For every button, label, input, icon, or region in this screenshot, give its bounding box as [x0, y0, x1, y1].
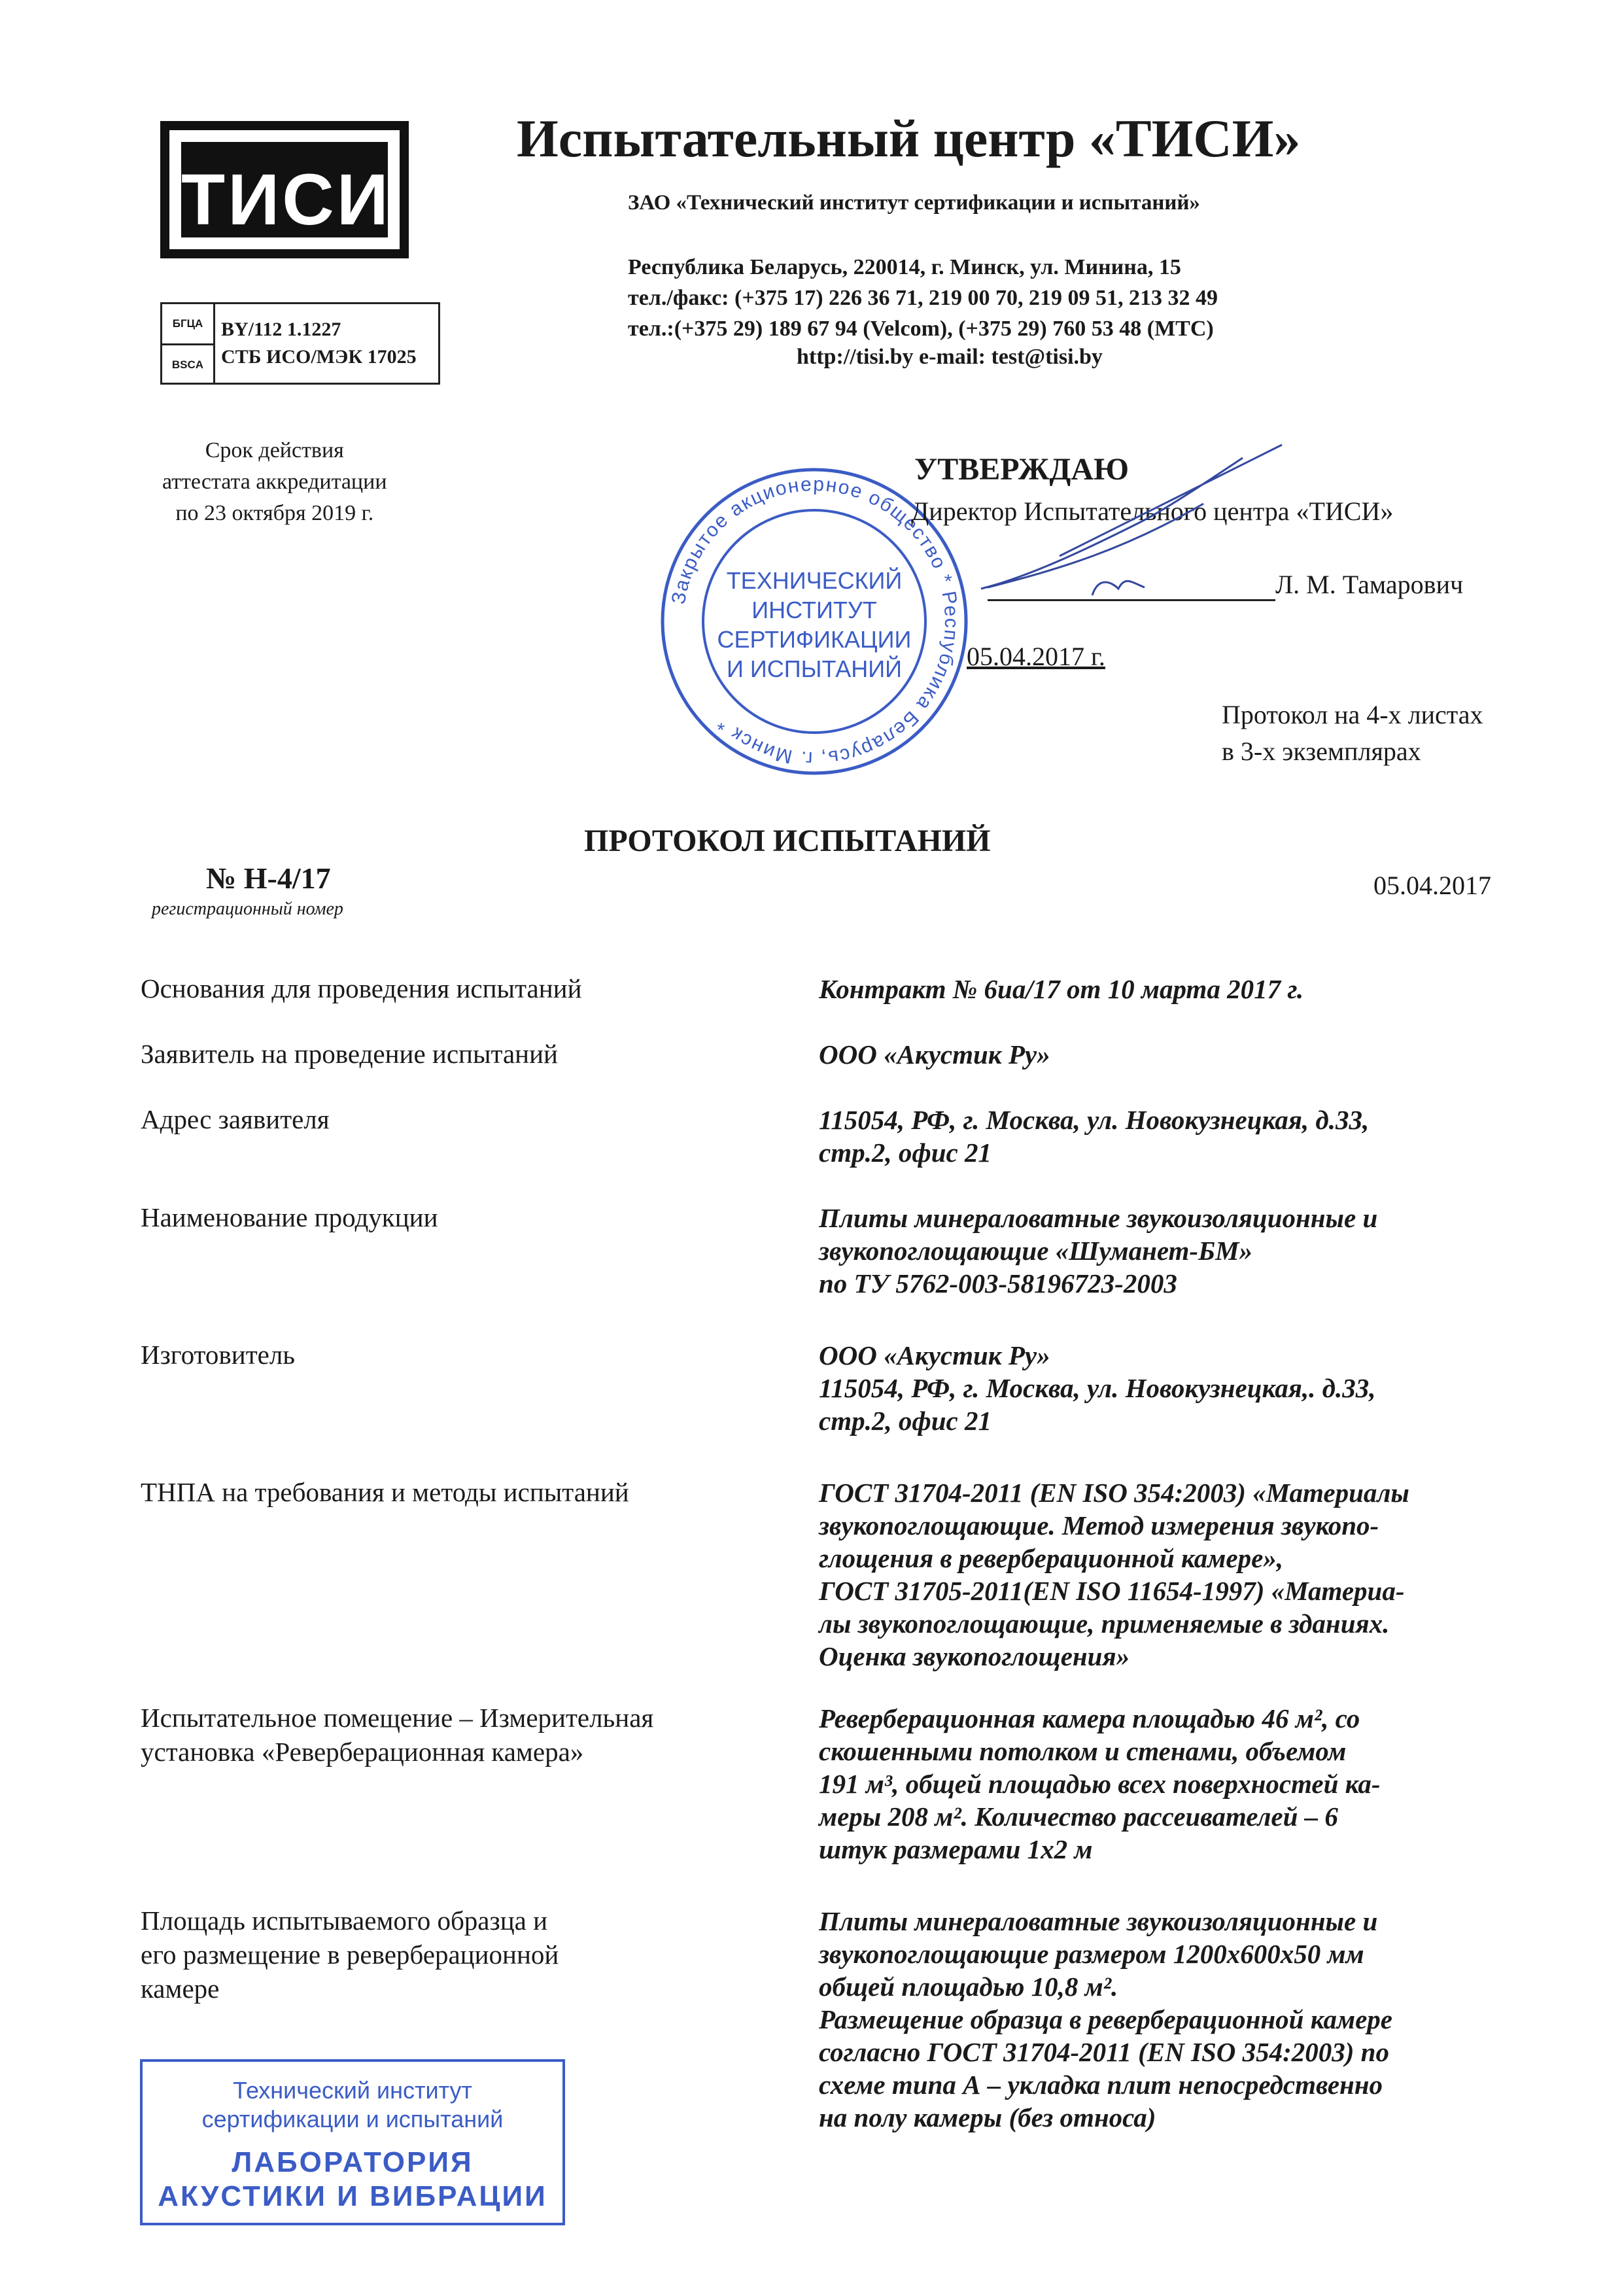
field-value: [819, 1104, 1369, 1169]
field-value-line: согласно ГОСТ 31704-2011 (EN ISO 354:2003) по: [819, 2037, 1389, 2067]
seal-line-4: И ИСПЫТАНИЙ: [726, 655, 903, 682]
organization-name: ЗАО «Технический институт сертификации и испытаний»: [628, 191, 1200, 215]
field-label-line: Основания для проведения испытаний: [141, 973, 582, 1003]
field-label-line: Наименование продукции: [141, 1202, 438, 1232]
field-value-line: Размещение образца в реверберационной камере: [819, 2004, 1392, 2034]
seal-outer-path: Закрытое акционерное общество * Республика Беларусь, г. Минск *: [667, 473, 963, 770]
accreditation-codes: [162, 304, 215, 383]
field-value: [819, 1905, 1392, 2134]
field-label-line: Площадь испытываемого образца и: [141, 1905, 548, 1936]
field-value-line: 115054, РФ, г. Москва, ул. Новокузнецкая,. д.33,: [819, 1373, 1376, 1403]
accreditation-code-bgca: БГЦА: [162, 304, 213, 345]
field-value: [819, 1038, 1050, 1071]
accreditation-validity: [162, 435, 387, 529]
seal-line-2: ИНСТИТУТ: [751, 597, 877, 623]
registration-number: № Н-4/17: [206, 861, 331, 895]
field-value-line: Плиты минераловатные звукоизоляционные и: [819, 1906, 1378, 1936]
field-label-line: его размещение в реверберационной: [141, 1939, 559, 1970]
field-value-line: стр.2, офис 21: [819, 1138, 992, 1168]
field-value-line: общей площадью 10,8 м².: [819, 1972, 1118, 2002]
field-value-line: Контракт № 6иа/17 от 10 марта 2017 г.: [819, 974, 1304, 1004]
protocol-title: ПРОТОКОЛ ИСПЫТАНИЙ: [584, 824, 991, 858]
signer-name: Л. М. Тамарович: [1275, 570, 1464, 599]
field-value: [819, 1202, 1377, 1300]
field-label: [141, 1338, 295, 1372]
validity-line: по 23 октября 2019 г.: [175, 501, 374, 525]
field-value-line: Реверберационная камера площадью 46 м², со: [819, 1703, 1360, 1733]
field-label-line: установка «Реверберационная камера»: [141, 1737, 584, 1767]
phone-fax-line: тел./факс: (+375 17) 226 36 71, 219 00 70, 219 09 51, 213 32 49: [628, 286, 1218, 310]
logo-background: [181, 142, 391, 240]
accreditation-standard: СТБ ИСО/МЭК 17025: [221, 346, 417, 368]
field-value-line: звукопоглощающие «Шуманет-БМ»: [819, 1236, 1253, 1266]
field-value: [819, 1476, 1409, 1673]
field-value-line: меры 208 м². Количество рассеивателей – 6: [819, 1801, 1338, 1832]
seal-line-1: ТЕХНИЧЕСКИЙ: [726, 567, 903, 594]
director-signature: [929, 419, 1295, 628]
protocol-copies-note: [1222, 697, 1483, 770]
lab-stamp-line-3: ЛАБОРАТОРИЯ: [232, 2146, 474, 2178]
field-label: [141, 1701, 653, 1769]
field-value: [819, 1702, 1381, 1866]
lab-stamp-line: [143, 2076, 562, 2134]
web-email-line[interactable]: http://tisi.by e-mail: test@tisi.by: [797, 345, 1103, 369]
field-label-line: камере: [141, 1974, 220, 2004]
validity-line: аттестата аккредитации: [162, 470, 387, 494]
field-label: [141, 971, 582, 1005]
field-label: [141, 1475, 629, 1509]
field-label-line: Заявитель на проведение испытаний: [141, 1039, 558, 1069]
lab-stamp-line-2: сертификации и испытаний: [201, 2106, 504, 2132]
center-title: Испытательный центр «ТИСИ»: [517, 109, 1301, 168]
address-line: Республика Беларусь, 220014, г. Минск, ул. Минина, 15: [628, 255, 1181, 279]
accreditation-box: [160, 302, 440, 385]
field-value-line: ООО «Акустик Ру»: [819, 1340, 1050, 1370]
accreditation-number: BY/112 1.1227: [221, 319, 341, 340]
lab-stamp-line-4: АКУСТИКИ И ВИБРАЦИИ: [158, 2180, 547, 2212]
field-label: [141, 1102, 330, 1136]
field-label: [141, 1200, 438, 1234]
field-value-line: ГОСТ 31705-2011(EN ISO 11654-1997) «Материа-: [819, 1576, 1405, 1606]
approval-label: УТВЕРЖДАЮ: [914, 452, 1130, 487]
protocol-date: 05.04.2017: [1373, 871, 1491, 900]
registration-number-label: регистрационный номер: [152, 899, 343, 919]
field-value-line: схеме типа А – укладка плит непосредственно: [819, 2070, 1383, 2100]
accreditation-details: [221, 316, 417, 371]
signature-line: [988, 599, 1275, 601]
contact-address: [628, 252, 1218, 344]
field-value-line: стр.2, офис 21: [819, 1406, 992, 1436]
field-label: [141, 1037, 558, 1071]
lab-stamp-line-1: Технический институт: [233, 2077, 472, 2104]
seal-line-3: СЕРТИФИКАЦИИ: [717, 626, 912, 653]
field-label: [141, 1904, 559, 2006]
field-value-line: звукопоглощающие. Метод измерения звукопо-: [819, 1510, 1379, 1540]
field-value-line: лы звукопоглощающие, применяемые в зданиях.: [819, 1609, 1390, 1639]
field-value-line: ГОСТ 31704-2011 (EN ISO 354:2003) «Материалы: [819, 1478, 1409, 1508]
field-value-line: звукопоглощающие размером 1200х600х50 мм: [819, 1939, 1364, 1969]
field-value-line: ООО «Акустик Ру»: [819, 1039, 1050, 1070]
field-value-line: Плиты минераловатные звукоизоляционные и: [819, 1203, 1378, 1233]
field-label-line: ТНПА на требования и методы испытаний: [141, 1477, 629, 1507]
approval-date: 05.04.2017 г.: [967, 642, 1105, 671]
field-value-line: 191 м³, общей площадью всех поверхностей ка-: [819, 1769, 1381, 1799]
accreditation-code-bsca: BSCA: [171, 358, 204, 371]
lab-stamp: [140, 2059, 565, 2225]
lab-stamp-title: [143, 2146, 562, 2214]
field-value: [819, 1339, 1376, 1437]
field-label-line: Адрес заявителя: [141, 1104, 330, 1134]
logo-text: ТИСИ: [181, 160, 391, 240]
note-line: Протокол на 4-х листах: [1222, 700, 1483, 729]
field-label-line: Изготовитель: [141, 1340, 296, 1370]
field-value-line: Оценка звукопоглощения»: [819, 1641, 1130, 1671]
note-line: в 3-х экземплярах: [1222, 737, 1421, 766]
director-title: Директор Испытательного центра «ТИСИ»: [911, 496, 1394, 526]
field-value-line: глощения в реверберационной камере»,: [819, 1543, 1284, 1573]
field-value-line: на полу камеры (без относа): [819, 2102, 1156, 2132]
tisi-logo: [160, 121, 409, 258]
field-value-line: скошенными потолком и стенами, объемом: [819, 1736, 1347, 1766]
field-value-line: 115054, РФ, г. Москва, ул. Новокузнецкая, д.33,: [819, 1105, 1370, 1135]
field-value: [819, 973, 1303, 1005]
field-value-line: по ТУ 5762-003-58196723-2003: [819, 1268, 1177, 1298]
mobile-phone-line: тел.:(+375 29) 189 67 94 (Velcom), (+375 29) 760 53 48 (МТС): [628, 317, 1214, 341]
field-label-line: Испытательное помещение – Измерительная: [141, 1703, 654, 1733]
validity-line: Срок действия: [205, 438, 344, 462]
field-value-line: штук размерами 1х2 м: [819, 1834, 1093, 1864]
